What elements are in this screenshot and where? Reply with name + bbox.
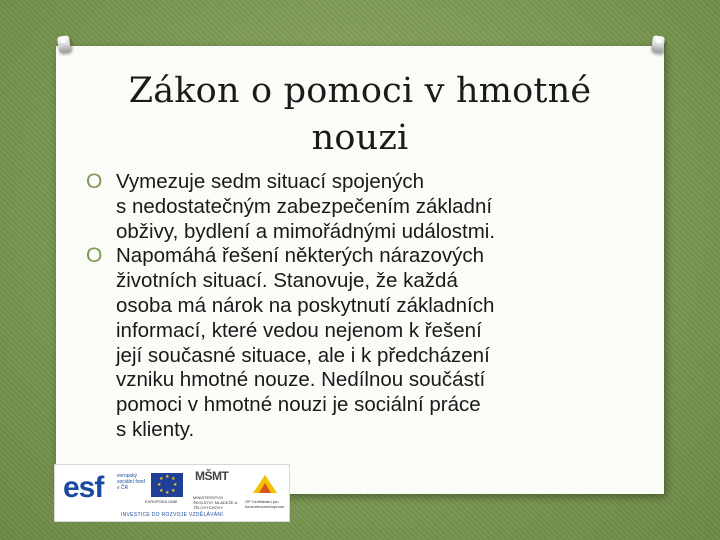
bullet-item [86,170,606,244]
bullet-line: její současné situace, ale i k předcházení [116,343,490,367]
msmt-logo: MŠMT [195,469,229,483]
bullet-line: s klienty. [116,417,195,441]
eu-logo-text: EVROPSKÁ UNIE [145,499,178,504]
bullet-line: osoba má nárok na poskytnutí základních [116,293,495,317]
esf-logo-letters: esf [63,471,104,504]
bullet-list [86,170,606,443]
esf-logo-text: evropský sociální fond v ČR [117,473,146,491]
bullet-line: Vymezuje sedm situací spojených [116,170,425,193]
eu-flag-icon: ★ ★ ★ ★ ★ ★ ★ ★ [151,473,183,497]
esf-logo [59,471,119,505]
bullet-line: vzniku hmotné nouze. Nedílnou součástí [116,368,486,392]
title-line-2: nouzi [311,118,409,158]
bullet-line: obživy, bydlení a mimořádnými událostmi. [116,219,496,243]
msmt-logo-text: MINISTERSTVO ŠKOLSTVÍ, MLÁDEŽE A TĚLOVÝCHOVY [193,495,238,510]
op-logo-icon [251,473,279,495]
bullet-marker: O [86,170,103,193]
pushpin-icon [651,35,665,53]
bullet-line: pomoci v hmotné nouzi je sociální práce [116,393,481,417]
pushpin-icon [57,35,71,53]
logo-strip [54,464,290,522]
logo-footer-text: INVESTICE DO ROZVOJE VZDĚLÁVÁNÍ [120,512,224,518]
bullet-item [86,244,606,442]
bullet-line: s nedostatečným zabezpečením základní [116,194,493,218]
title-line-1: Zákon o pomoci v hmotné [128,71,592,111]
bullet-marker: O [86,244,103,268]
bullet-line: Napomáhá řešení některých nárazových [116,244,485,268]
bullet-line: informací, které vedou nejenom k řešení [116,318,482,342]
op-logo-text: OP Vzdělávání pro konkurenceschopnost [245,499,284,509]
slide-title [90,68,630,162]
bullet-line: životních situací. Stanovuje, že každá [116,269,458,293]
